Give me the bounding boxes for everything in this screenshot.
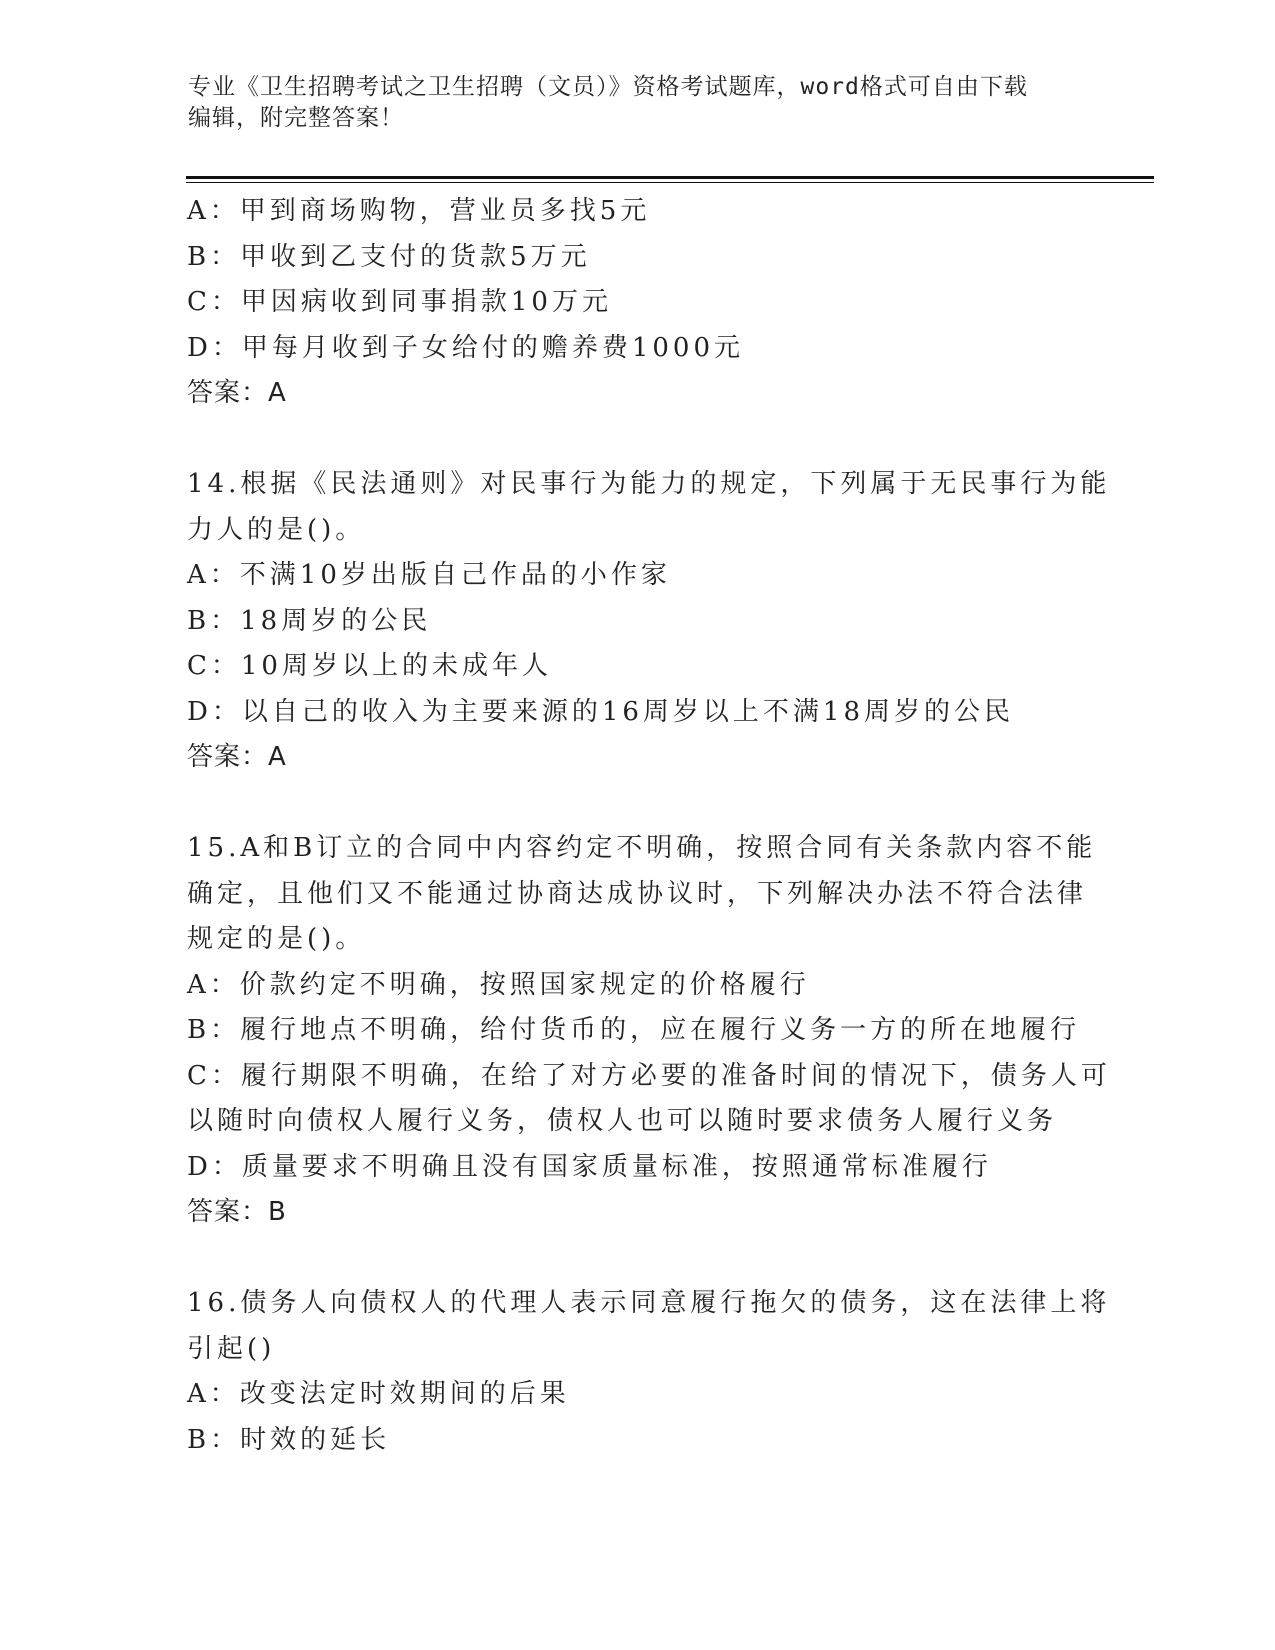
q15-stem-line-2: 确定，且他们又不能通过协商达成协议时，下列解决办法不符合法律 <box>187 878 1088 909</box>
q16-stem-line-2: 引起() <box>187 1333 276 1364</box>
q13-answer: 答案：A <box>187 378 287 408</box>
q14-stem-line-1: 14.根据《民法通则》对民事行为能力的规定，下列属于无民事行为能 <box>187 469 1111 499</box>
q14-option-a: A：不满10岁出版自己作品的小作家 <box>187 560 671 590</box>
q13-option-d: D：甲每月收到子女给付的赡养费1000元 <box>187 332 745 363</box>
q14-option-b: B：18周岁的公民 <box>187 605 432 636</box>
q15-option-a: A：价款约定不明确，按照国家规定的价格履行 <box>187 969 810 1000</box>
question-14 <box>187 462 1111 781</box>
question-16 <box>187 1281 1111 1463</box>
header-line-2: 编辑，附完整答案！ <box>188 105 404 131</box>
q15-stem-line-3: 规定的是()。 <box>187 924 366 954</box>
spacer <box>187 1236 1087 1282</box>
header-line-1: 专业《卫生招聘考试之卫生招聘（文员）》资格考试题库，word格式可自由下载 <box>188 74 1028 100</box>
q15-option-c-line-1: C：履行期限不明确，在给了对方必要的准备时间的情况下，债务人可 <box>187 1060 1111 1091</box>
spacer <box>187 781 1087 827</box>
q16-option-b: B：时效的延长 <box>187 1424 391 1455</box>
q14-answer: 答案：A <box>187 742 287 772</box>
q13-option-c: C：甲因病收到同事捐款10万元 <box>187 287 612 317</box>
q15-option-d: D：质量要求不明确且没有国家质量标准，按照通常标准履行 <box>187 1151 992 1182</box>
q14-option-c: C：10周岁以上的未成年人 <box>187 651 552 681</box>
q16-option-a: A：改变法定时效期间的后果 <box>187 1379 570 1409</box>
question-13 <box>187 189 1087 417</box>
question-15 <box>187 826 1111 1236</box>
q15-option-b: B：履行地点不明确，给付货币的，应在履行义务一方的所在地履行 <box>187 1015 1081 1045</box>
header-divider-thin <box>186 182 1154 183</box>
q14-option-d: D：以自己的收入为主要来源的16周岁以上不满18周岁的公民 <box>187 696 1015 727</box>
q13-option-b: B：甲收到乙支付的货款5万元 <box>187 241 591 272</box>
q13-option-a: A：甲到商场购物，营业员多找5元 <box>187 196 651 226</box>
q14-stem-line-2: 力人的是()。 <box>187 514 366 545</box>
header-divider-thick <box>186 176 1154 179</box>
q15-answer: 答案：B <box>187 1197 287 1227</box>
document-header <box>188 72 1088 134</box>
question-list <box>187 189 1111 1463</box>
spacer <box>187 417 1087 463</box>
q16-stem-line-1: 16.债务人向债权人的代理人表示同意履行拖欠的债务，这在法律上将 <box>187 1288 1111 1318</box>
q15-stem-line-1: 15.A和B订立的合同中内容约定不明确，按照合同有关条款内容不能 <box>187 833 1097 863</box>
q15-option-c-line-2: 以随时向债权人履行义务，债权人也可以随时要求债务人履行义务 <box>187 1106 1058 1136</box>
